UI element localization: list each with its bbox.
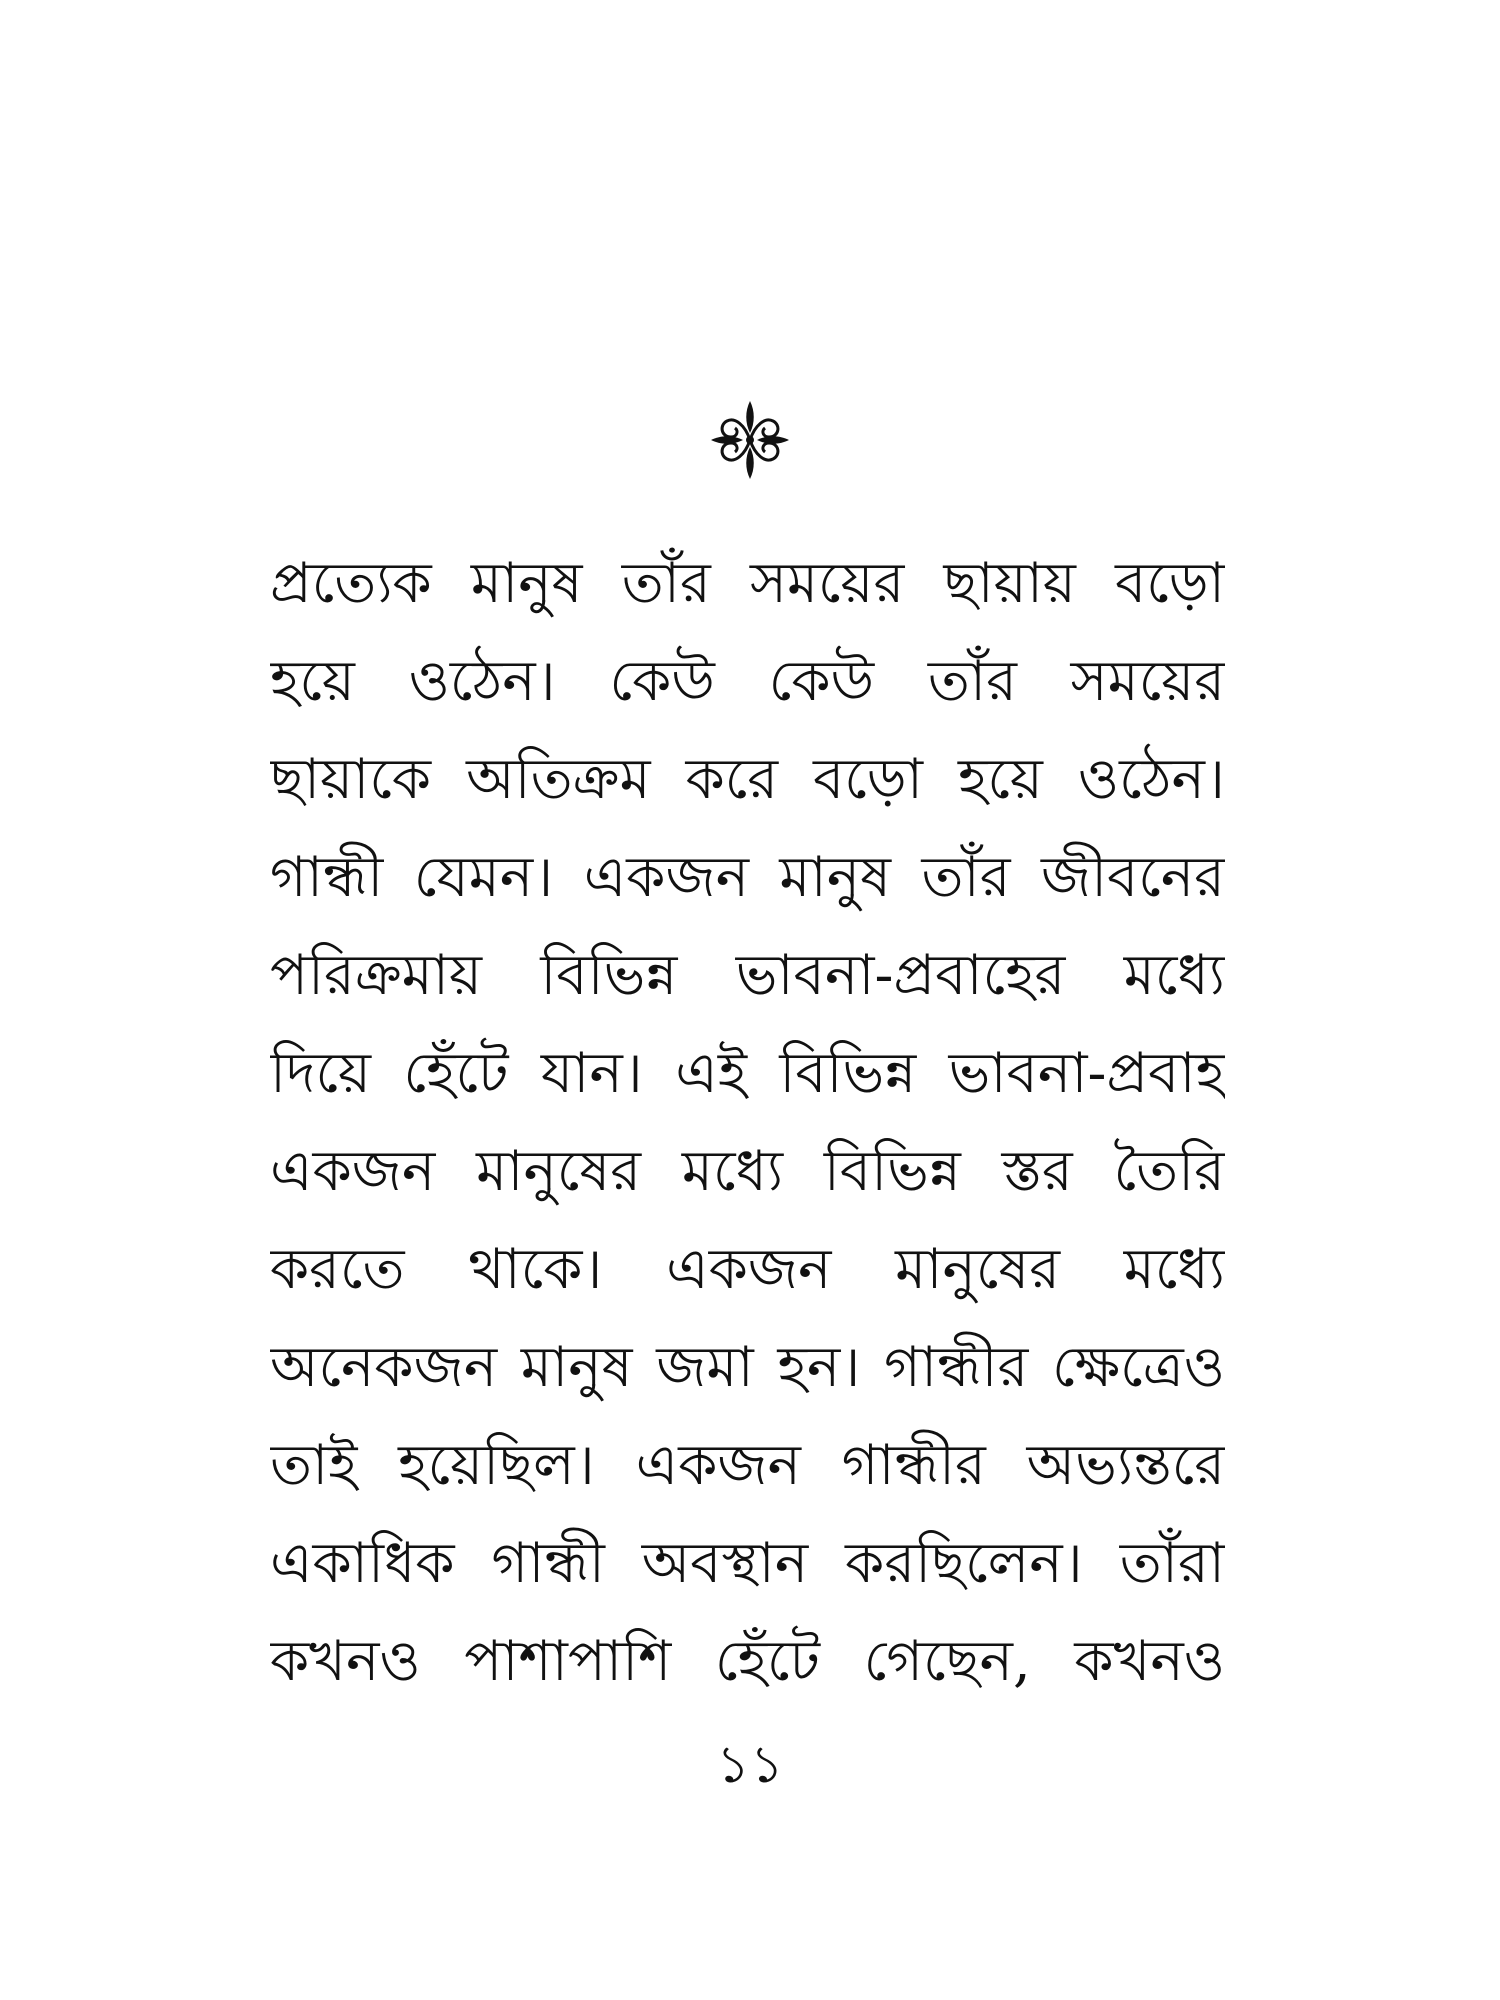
text-line-12: কখনও পাশাপাশি হেঁটে গেছেন, কখনও — [270, 1629, 1225, 1694]
text-line-8: করতে থাকে। একজন মানুষের মধ্যে — [270, 1237, 1225, 1302]
text-line-10: তাই হয়েছিল। একজন গান্ধীর অভ্যন্তরে — [270, 1433, 1225, 1498]
text-line-7: একজন মানুষের মধ্যে বিভিন্ন স্তর তৈরি — [270, 1139, 1225, 1204]
text-line-1: প্রত্যেক মানুষ তাঁর সময়ের ছায়ায় বড়ো — [270, 551, 1225, 616]
text-line-2: হয়ে ওঠেন। কেউ কেউ তাঁর সময়ের — [270, 649, 1225, 714]
text-line-4: গান্ধী যেমন। একজন মানুষ তাঁর জীবনের — [270, 845, 1225, 910]
page-number: ১১ — [716, 1735, 784, 1795]
body-paragraph — [270, 535, 1225, 1711]
floral-ornament-icon — [705, 395, 795, 485]
text-line-5: পরিক্রমায় বিভিন্ন ভাবনা-প্রবাহের মধ্যে — [270, 943, 1225, 1008]
text-line-3: ছায়াকে অতিক্রম করে বড়ো হয়ে ওঠেন। — [270, 747, 1225, 812]
text-line-6: দিয়ে হেঁটে যান। এই বিভিন্ন ভাবনা-প্রবাহ — [270, 1041, 1225, 1106]
text-line-9: অনেকজন মানুষ জমা হন। গান্ধীর ক্ষেত্রেও — [270, 1335, 1225, 1400]
text-line-11: একাধিক গান্ধী অবস্থান করছিলেন। তাঁরা — [270, 1531, 1225, 1596]
